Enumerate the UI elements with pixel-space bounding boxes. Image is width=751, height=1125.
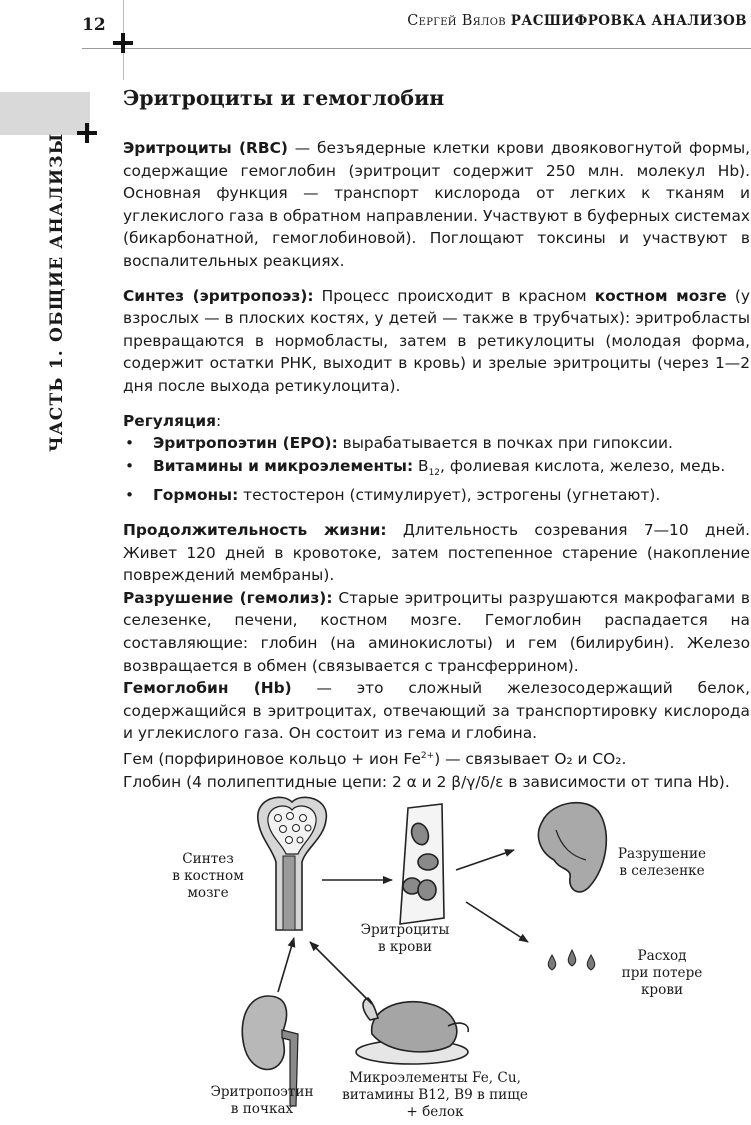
superscript: 2+	[420, 750, 435, 761]
label-micronutrients: Микроэлементы Fe, Cu, витамины B12, B9 в пище + белок	[342, 1070, 528, 1120]
crop-mark-icon	[77, 123, 97, 143]
paragraph-hemolysis	[123, 587, 750, 677]
erythrocyte-cycle-diagram	[0, 790, 751, 1121]
label-epo-kidney: Эритропоэтин в почках	[210, 1084, 314, 1117]
header-author: Сергей Вялов	[407, 13, 506, 29]
header-book-title: РАСШИФРОВКА АНАЛИЗОВ	[510, 13, 747, 29]
list-item	[123, 484, 750, 507]
regulation-list	[123, 432, 750, 507]
paragraph-hemoglobin	[123, 677, 750, 745]
text: (у взрослых — в плоских костях, у детей — также в трубчатых): эритробласты превращаются в нормобласты, затем в ретикулоциты (молодая форма, содержит остатки РНК, выходит в кровь) и зрелые эритроциты (через 1—2 дня после выхода ретикулоцита).	[123, 286, 750, 395]
paragraph-heme	[123, 745, 750, 771]
term: Эритроциты (RBC)	[123, 139, 288, 157]
term: Гормоны:	[153, 486, 239, 505]
bone-marrow-icon	[258, 797, 327, 930]
text: Глобин (4 полипептидные цепи: 2 α и 2 β/γ/δ/ε в зависимости от типа Hb).	[123, 772, 730, 791]
term: Синтез (эритропоэз):	[123, 286, 314, 305]
crop-mark-icon	[113, 33, 133, 53]
term: Разрушение (гемолиз):	[123, 588, 333, 607]
paragraph-rbc	[123, 137, 750, 273]
chapter-label-vertical: ЧАСТЬ 1. ОБЩИЕ АНАЛИЗЫ	[47, 132, 67, 452]
text: B	[413, 456, 429, 475]
food-chicken-icon	[356, 998, 468, 1064]
text: Гем (порфириновое кольцо + ион Fe	[123, 750, 421, 769]
text: Длительность созревания 7—10 дней. Живет 120 дней в кровотоке, затем постепенное старение (накопление повреждений мембраны).	[123, 520, 750, 585]
section-title: Эритроциты и гемоглобин	[123, 86, 445, 110]
list-item	[123, 432, 750, 455]
page-number: 12	[82, 15, 106, 35]
text: — безъядерные клетки крови двояковогнутой формы, содержащие гемоглобин (эритроцит содержит 250 млн. молекул Hb). Основная функция — транспорт кислорода от легких к тканям и углекислого газа в обратном направлении. Участвуют в буферных системах (бикарбонатной, гемоглобиновой). Поглощают токсины и участвуют в воспалительных реакциях.	[123, 139, 750, 270]
running-header	[407, 13, 747, 29]
term: костном мозге	[594, 286, 727, 305]
label-blood-loss: Расход при потере крови	[621, 948, 703, 998]
paragraph-synthesis	[123, 285, 750, 398]
article-body	[123, 137, 750, 793]
text: , фолиевая кислота, железо, медь.	[440, 456, 726, 475]
arrow-epo-to-marrow	[278, 938, 294, 992]
paragraph-lifespan	[123, 519, 750, 587]
text: Старые эритроциты разрушаются макрофагами в селезенке, печени, костном мозге. Гемоглобин распадается на составляющие: глобин (на аминокислоты) и гем (билирубин). Железо возвращается в обмен (связывается с трансферрином).	[123, 588, 750, 675]
term: Продолжительность жизни:	[123, 520, 387, 539]
term: Эритропоэтин (EPO):	[153, 434, 338, 453]
arrow-to-loss	[466, 902, 528, 942]
blood-vessel-icon	[400, 804, 444, 924]
spleen-icon	[538, 803, 606, 892]
text: вырабатывается в почках при гипоксии.	[337, 434, 673, 453]
text: тестостерон (стимулирует), эстрогены (угнетают).	[238, 486, 661, 505]
term: Гемоглобин (Hb)	[123, 679, 292, 698]
arrow-to-spleen	[456, 850, 514, 870]
label-rbc-blood: Эритроциты в крови	[360, 922, 450, 955]
blood-drops-icon	[548, 950, 595, 970]
header-rule	[82, 48, 751, 49]
paragraph-regulation	[123, 410, 750, 433]
text: :	[216, 411, 222, 430]
list-item	[123, 455, 750, 485]
text: Процесс происходит в красном	[313, 286, 595, 305]
text: ) — связывает O₂ и CO₂.	[434, 750, 627, 769]
term: Регуляция	[123, 411, 217, 430]
label-destruction: Разрушение в селезенке	[617, 846, 707, 879]
subscript: 12	[428, 467, 441, 478]
term: Витамины и микроэлементы:	[153, 456, 414, 475]
label-synthesis: Синтез в костном мозге	[172, 851, 244, 901]
text: — это сложный железосодержащий белок, содержащийся в эритроцитах, отвечающий за транспортировку кислорода и углекислого газа. Он состоит из гема и глобина.	[123, 679, 750, 743]
